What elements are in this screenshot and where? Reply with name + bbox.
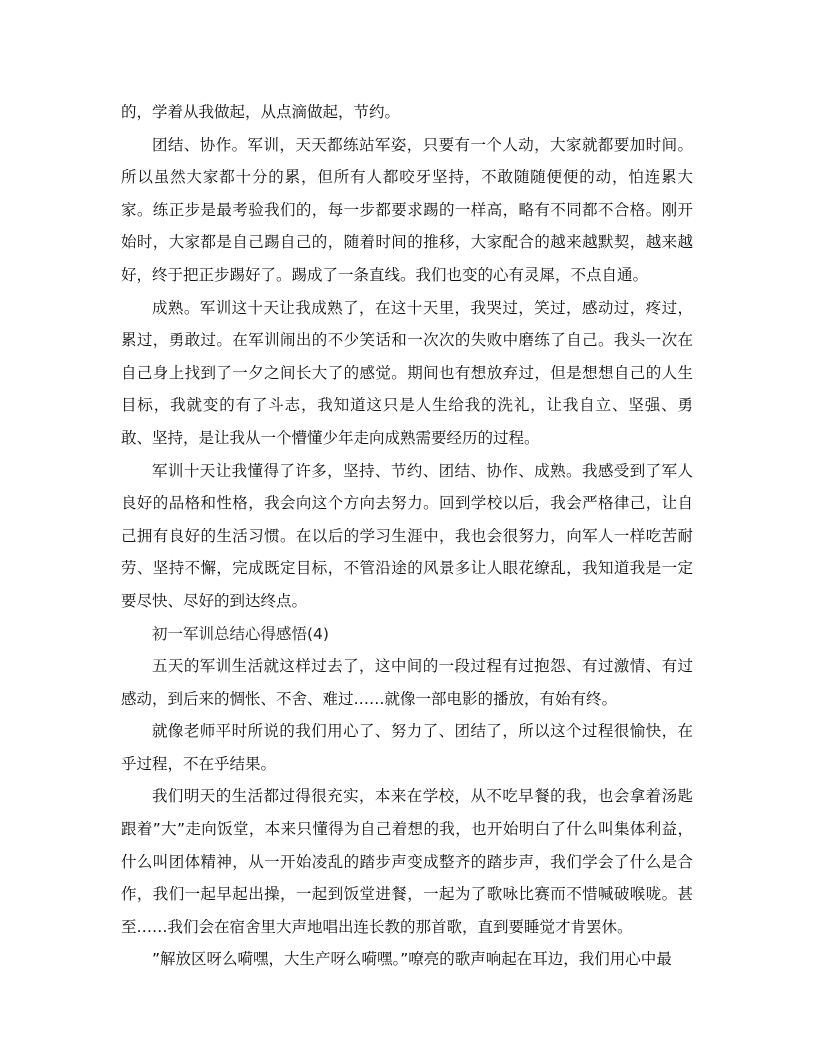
paragraph-five-days: 五天的军训生活就这样过去了，这中间的一段过程有过抱怨、有过激情、有过感动，到后来的惆怅、不舍、难过……就像一部电影的播放，有始有终。 — [121, 657, 693, 708]
paragraph-maturity: 成熟。军训这十天让我成熟了，在这十天里，我哭过，笑过，感动过，疼过，累过，勇敢过。在军训闹出的不少笑话和一次次的失败中磨练了自己。我头一次在自己身上找到了一夕之间长大了的感觉。期间也有想放弃过，但是想想自己的人生目标，我就变的有了斗志，我知道这只是人生给我的洗礼，让我自立、坚强、勇敢、坚持，是让我从一个懵懂少年走向成熟需要经历的过程。 — [121, 298, 693, 447]
section-heading: 初一军训总结心得感悟(4) — [152, 624, 329, 643]
paragraph-song: ”解放区呀么嗬嘿，大生产呀么嗬嘿。”嘹亮的歌声响起在耳边，我们用心中最 — [152, 950, 672, 969]
paragraph-unity-cooperation: 团结、协作。军训，天天都练站军姿，只要有一个人动，大家就都要加时间。所以虽然大家都十分的累，但所有人都咬牙坚持，不敢随随便便的动，怕连累大家。练正步是最考验我们的，每一步都要求踢的一样高，略有不同都不合格。刚开始时，大家都是自己踢自己的，随着时间的推移，大家配合的越来越默契，越来越好，终于把正步踢好了。踢成了一条直线。我们也变的心有灵犀，不点自通。 — [121, 135, 693, 284]
document-page — [121, 96, 693, 976]
paragraph-teacher-words: 就像老师平时所说的我们用心了、努力了、团结了，所以这个过程很愉快，在乎过程，不在乎结果。 — [121, 722, 693, 773]
paragraph-daily-life: 我们明天的生活都过得很充实，本来在学校，从不吃早餐的我，也会拿着汤匙跟着”大”走向饭堂，本来只懂得为自己着想的我，也开始明白了什么叫集体利益，什么叫团体精神，从一开始凌乱的踏步声变成整齐的踏步声，我们学会了什么是合作，我们一起早起出操，一起到饭堂进餐，一起为了歌咏比赛而不惜喊破喉咙。甚至……我们会在宿舍里大声地唱出连长教的那首歌，直到要睡觉才肯罢休。 — [121, 787, 693, 936]
paragraph-ten-days-summary: 军训十天让我懂得了许多，坚持、节约、团结、协作、成熟。我感受到了军人良好的品格和性格，我会向这个方向去努力。回到学校以后，我会严格律己，让自己拥有良好的生活习惯。在以后的学习生涯中，我也会很努力，向军人一样吃苦耐劳、坚持不懈，完成既定目标，不管沿途的风景多让人眼花缭乱，我知道我是一定要尽快、尽好的到达终点。 — [121, 461, 693, 610]
paragraph-continuation: 的，学着从我做起，从点滴做起，节约。 — [121, 103, 401, 121]
